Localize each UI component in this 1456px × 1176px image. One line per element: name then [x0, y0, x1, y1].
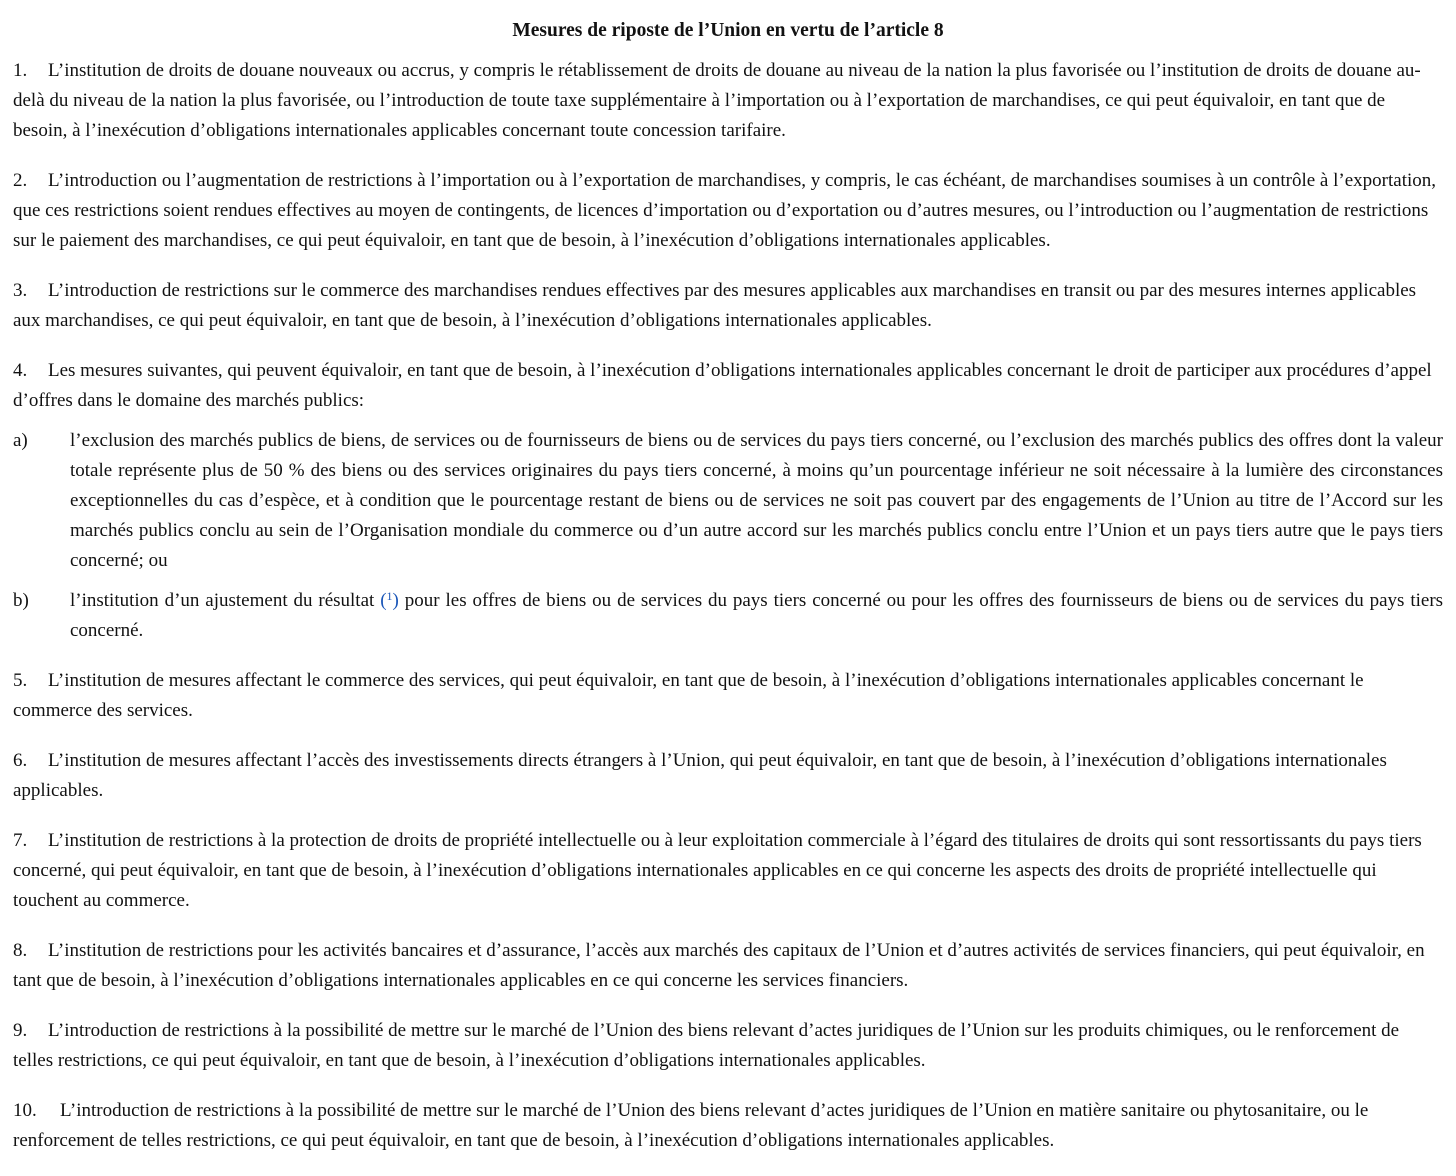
footnote-link[interactable] [380, 590, 399, 611]
paragraph-5 [13, 666, 1443, 726]
paragraph-3 [13, 276, 1443, 336]
paragraph-text: L’institution de restrictions pour les activités bancaires et d’assurance, l’accès aux marchés des capitaux de l’Union et d’autres activités de services financiers, qui peut équivaloir, en tant que de besoin, à l’inexécution d’obligations internationales applicables en ce qui concerne les services financiers. [13, 940, 1425, 991]
paragraph-2 [13, 166, 1443, 256]
sub-item-text: l’exclusion des marchés publics de biens, de services ou de fournisseurs de biens ou de services du pays tiers concerné, ou l’exclusion des marchés publics des offres dont la valeur totale représente plus de 50 % des biens ou des services originaires du pays tiers concerné, à moins qu’un pourcentage inférieur ne soit nécessaire à la lumière des circonstances exceptionnelles du cas d’espèce, et à condition que le pourcentage restant de biens ou de services ne soit pas couvert par des engagements de l’Union au titre de l’Accord sur les marchés publics conclu au sein de l’Organisation mondiale du commerce ou d’un autre accord sur les marchés publics conclu entre l’Union et un pays tiers autre que le pays tiers concerné; ou [70, 430, 1443, 571]
paragraph-number: 2. [13, 170, 28, 191]
paragraph-text: L’introduction de restrictions à la possibilité de mettre sur le marché de l’Union des biens relevant d’actes juridiques de l’Union sur les produits chimiques, ou le renforcement de telles restrictions, ce qui peut équivaloir, en tant que de besoin, à l’inexécution d’obligations internationales applicables. [13, 1020, 1400, 1071]
paragraph-number: 3. [13, 280, 28, 301]
sub-item-letter: b) [13, 590, 29, 611]
paragraph-text: L’introduction de restrictions à la possibilité de mettre sur le marché de l’Union des biens relevant d’actes juridiques de l’Union en matière sanitaire ou phytosanitaire, ou le renforcement de telles restrictions, ce qui peut équivaloir, en tant que de besoin, à l’inexécution d’obligations internationales applicables. [13, 1100, 1369, 1151]
sub-item-letter: a) [13, 430, 28, 451]
paragraph-9 [13, 1016, 1443, 1076]
paragraph-text: L’introduction de restrictions sur le commerce des marchandises rendues effectives par des mesures applicables aux marchandises en transit ou par des mesures internes applicables aux marchandises, ce qui peut équivaloir, en tant que de besoin, à l’inexécution d’obligations internationales applicables. [13, 280, 1417, 331]
footnote-open: ( [380, 590, 387, 611]
paragraph-number: 1. [13, 60, 28, 81]
paragraph-1 [13, 56, 1443, 146]
paragraph-7 [13, 826, 1443, 916]
sub-item-text-before: l’institution d’un ajustement du résultat [70, 590, 375, 611]
paragraph-text: Les mesures suivantes, qui peuvent équivaloir, en tant que de besoin, à l’inexécution d’obligations internationales applicables concernant le droit de participer aux procédures d’appel d’offres dans le domaine des marchés publics: [13, 360, 1432, 411]
paragraph-4 [13, 356, 1443, 416]
paragraph-number: 7. [13, 830, 28, 851]
paragraph-number: 9. [13, 1020, 28, 1041]
sub-item-text [70, 586, 1443, 646]
paragraph-text: L’institution de restrictions à la protection de droits de propriété intellectuelle ou à leur exploitation commerciale à l’égard des titulaires de droits qui sont ressortissants du pays tiers concerné, qui peut équivaloir, en tant que de besoin, à l’inexécution d’obligations internationales applicables en ce qui concerne les aspects des droits de propriété intellectuelle qui touchent au commerce. [13, 830, 1422, 911]
sub-item-text-after: pour les offres de biens ou de services du pays tiers concerné ou pour les offres des fournisseurs de biens ou de services du pays tiers concerné. [70, 590, 1444, 641]
paragraph-text: L’institution de mesures affectant l’accès des investissements directs étrangers à l’Union, qui peut équivaloir, en tant que de besoin, à l’inexécution d’obligations internationales applicables. [13, 750, 1387, 801]
paragraph-number: 8. [13, 940, 28, 961]
paragraph-10 [13, 1096, 1443, 1156]
footnote-close: ) [392, 590, 399, 611]
sub-item-a [13, 426, 1443, 576]
paragraph-number: 5. [13, 670, 28, 691]
paragraph-8 [13, 936, 1443, 996]
paragraph-number: 6. [13, 750, 28, 771]
paragraph-text: L’institution de mesures affectant le commerce des services, qui peut équivaloir, en tant que de besoin, à l’inexécution d’obligations internationales applicables concernant le commerce des services. [13, 670, 1364, 721]
paragraph-text: L’institution de droits de douane nouveaux ou accrus, y compris le rétablissement de droits de douane au niveau de la nation la plus favorisée ou l’institution de droits de douane au-delà du niveau de la nation la plus favorisée, ou l’introduction de toute taxe supplémentaire à l’importation ou à l’exportation de marchandises, ce qui peut équivaloir, en tant que de besoin, à l’inexécution d’obligations internationales applicables concernant toute concession tarifaire. [13, 60, 1421, 141]
footnote-number: 1 [386, 589, 393, 603]
document-title: Mesures de riposte de l’Union en vertu de l’article 8 [512, 20, 944, 41]
paragraph-number: 4. [13, 360, 28, 381]
paragraph-number: 10. [13, 1100, 37, 1121]
paragraph-6 [13, 746, 1443, 806]
sub-item-b [13, 586, 1443, 646]
paragraph-text: L’introduction ou l’augmentation de restrictions à l’importation ou à l’exportation de marchandises, y compris, le cas échéant, de marchandises soumises à un contrôle à l’exportation, que ces restrictions soient rendues effectives au moyen de contingents, de licences d’importation ou d’exportation ou d’autres mesures, ou l’introduction ou l’augmentation de restrictions sur le paiement des marchandises, ce qui peut équivaloir, en tant que de besoin, à l’inexécution d’obligations internationales applicables. [13, 170, 1437, 251]
